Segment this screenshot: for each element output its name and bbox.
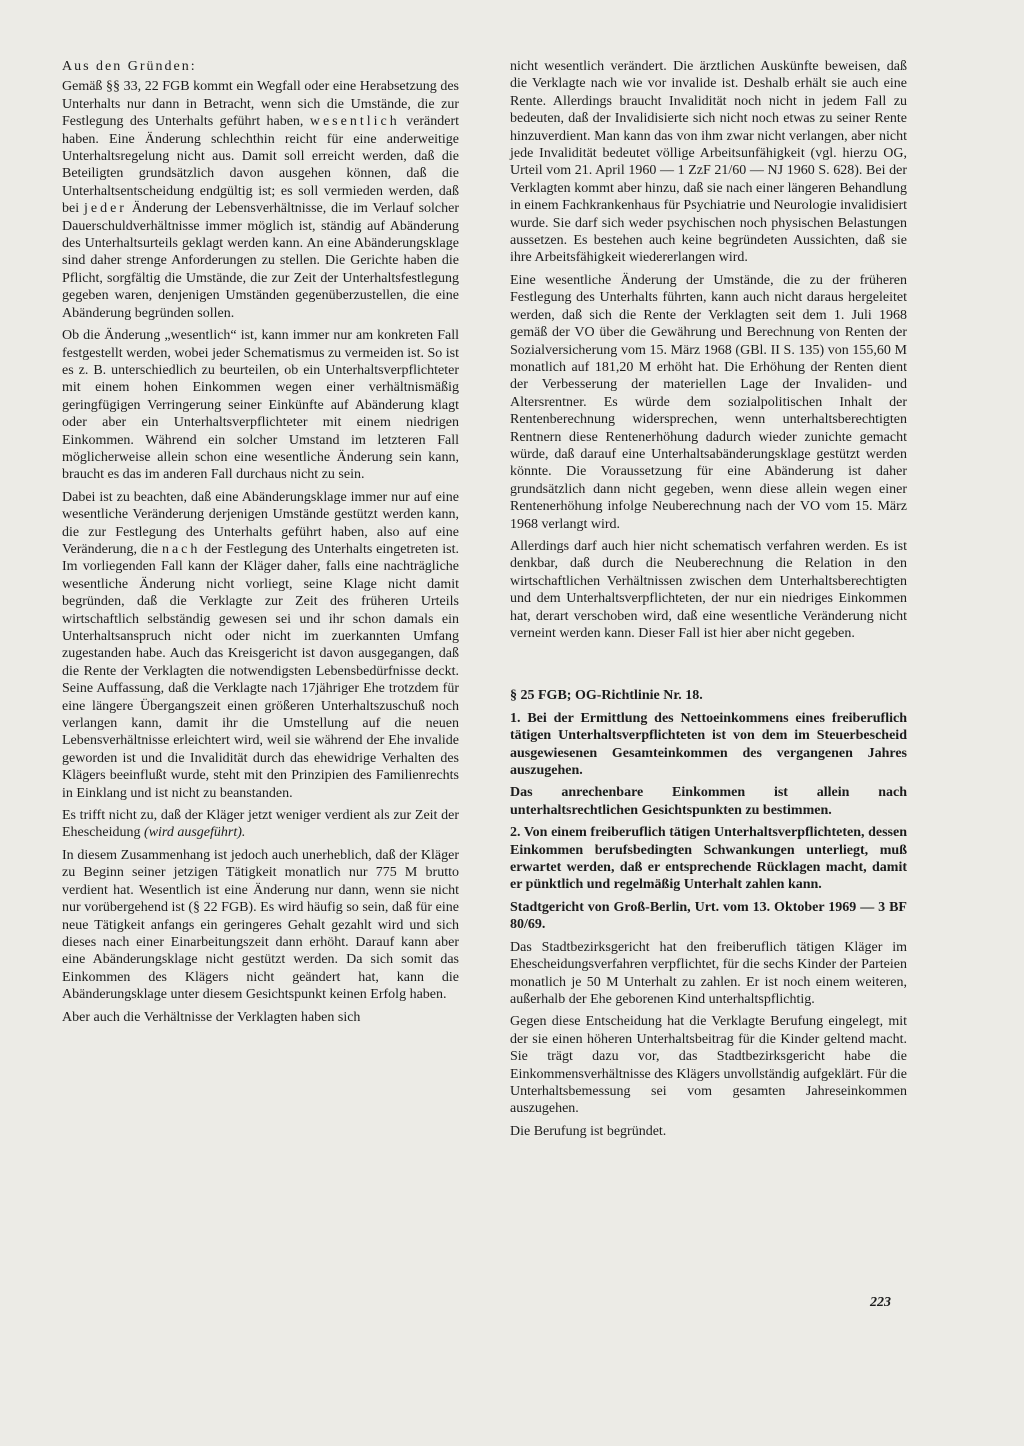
paragraph: In diesem Zusammenhang ist jedoch auch unerheblich, daß der Kläger zu Beginn seiner jetzigen Tätigkeit monatlich nur 775 M brutto verdient hat. Wesentlich ist eine Änderung nur dann, wenn sie nicht nur vorübergehend ist (§ 22 FGB). Es wird häufig so sein, daß für eine neue Tätigkeit anfangs ein geringeres Gehalt gezahlt wird und sich dieses nach einer Einarbeitungszeit dann erhöht. Darauf kann aber eine Abänderungsklage nicht gestützt werden. Da sich somit das Einkommen des Klägers nicht geändert hat, kann die Abänderungsklage unter diesem Gesichtspunkt keinen Erfolg haben. <box>62 847 459 1003</box>
text-run: Gemäß §§ 33, 22 FGB kommt ein Wegfall oder eine Herabsetzung des Unterhalts nur dann in Betracht, wenn sich die Umstände, die zur Festlegung des Unterhalts geführt haben, <box>62 79 459 130</box>
paragraph: Allerdings darf auch hier nicht schematisch verfahren werden. Es ist denkbar, daß durch die Neuberechnung die Relation in den wirtschaftlichen Verhältnissen zwischen dem Unterhaltsberechtigten und dem Unterhaltsverpflichteten, der nur ein niedriges Einkommen hat, derart verschoben wird, daß eine wesentliche Veränderung nicht verneint werden kann. Dieser Fall ist hier aber nicht gegeben. <box>510 538 907 641</box>
left-column <box>62 58 459 1031</box>
emphasis-spaced: jeder <box>83 201 127 217</box>
text-run: Es trifft nicht zu, daß der Kläger jetzt weniger verdient als zur Zeit der Ehescheidung <box>62 808 459 841</box>
text-run: Änderung der Lebensverhältnisse, die im Verlauf solcher Dauerschuldverhältnisse immer möglich ist, ständig auf Abänderung des Unterhaltsurteils geklagt werden kann. An eine Abänderungsklage sind daher strenge Anforderungen zu stellen. Die Gerichte haben die Pflicht, sorgfältig die Umstände, die zur Zeit der Unterhaltsfestlegung gegeben waren, denjenigen Umständen gegenüberzustellen, die eine Abänderung begründen sollen. <box>62 201 459 321</box>
headnote: Das anrechenbare Einkommen ist allein nach unterhaltsrechtlichen Gesichtspunkten zu bestimmen. <box>510 785 907 818</box>
emphasis-spaced: nach <box>161 541 201 557</box>
paragraph: Aber auch die Verhältnisse der Verklagten haben sich <box>62 1009 361 1025</box>
paragraph: nicht wesentlich verändert. Die ärztlichen Auskünfte beweisen, daß die Verklagte nach wie vor invalide ist. Deshalb erhält sie auch eine Rente. Allerdings braucht Invalidität noch nicht in jedem Fall zu bedeuten, daß der Invalidisierte sich nicht noch etwas zu seiner Rente hinzuverdient. Man kann das von ihm zwar nicht verlangen, aber nicht jede Invalidität bedeutet völlige Arbeitsunfähigkeit (vgl. hierzu OG, Urteil vom 21. April 1960 — 1 ZzF 21/60 — NJ 1960 S. 628). Bei der Verklagten kommt aber hinzu, daß sie nach einer längeren Behandlung in einem Fachkrankenhaus für Psychiatrie und Neurologie invalidisiert wurde. Sie darf sich weder psychischen noch physischen Belastungen aussetzen. Es bestehen auch keine begründeten Aussichten, daß sie ihre Arbeitsfähigkeit wiedererlangen wird. <box>510 59 907 266</box>
paragraph <box>62 807 459 842</box>
case-reference: § 25 FGB; OG-Richtlinie Nr. 18. <box>510 688 703 704</box>
paragraph: Das Stadtbezirksgericht hat den freiberuflich tätigen Kläger im Ehescheidungsverfahren verpflichtet, für die sechs Kinder der Parteien monatlich je 50 M Unterhalt zu zahlen. Er ist noch einem weiteren, außerhalb der Ehe geborenen Kind unterhaltspflichtig. <box>510 939 907 1007</box>
text-run: der Festlegung des Unterhalts eingetreten ist. Im vorliegenden Fall kann der Kläger daher, falls eine nachträgliche wesentliche Änderung nicht vorliegt, seine Klage nicht damit begründen, daß die Verklagte zur Zeit des früheren Urteils wirtschaftlich selbständig gewesen sei und ihr schon damals ein Unterhaltsanspruch nicht oder nicht im zuerkannten Umfang zugestanden habe. Auch das Kreisgericht ist davon ausgegangen, daß die Rente der Verklagten die notwendigsten Lebensbedürfnisse deckt. Seine Auffassung, daß die Verklagte nach 17jähriger Ehe trotzdem für eine längere Übergangszeit einen größeren Unterhaltszuschuß noch verlangen kann, damit ihr die Umstellung auf die neuen Lebensverhältnisse erleichtert wird, weil sie während der Ehe invalide geworden ist und die Invalidität durch das ehewidrige Verhalten des Klägers beeinflußt wurde, steht mit den Prinzipien des Familienrechts in Einklang und ist nicht zu beanstanden. <box>62 541 459 801</box>
paragraph: Ob die Änderung „wesentlich“ ist, kann immer nur am konkreten Fall festgestellt werden, wobei jeder Schematismus zu vermeiden ist. So ist es z. B. unterschiedlich zu beurteilen, ob ein Unterhaltsverpflichteter mit einem hohen Einkommen wegen einer verhältnismäßig geringfügigen Verringerung seiner Einkünfte auf Abänderung klagt oder aber ein Unterhaltsverpflichteter mit einem niedrigen Einkommen. Während ein solcher Umstand im letzteren Fall möglicherweise allein schon eine wesentliche Änderung sein kann, braucht es das im anderen Fall durchaus nicht zu sein. <box>62 328 459 483</box>
court-citation: Stadtgericht von Groß-Berlin, Urt. vom 13. Oktober 1969 — 3 BF 80/69. <box>510 899 907 933</box>
text-run: Dabei ist zu beachten, daß eine Abänderungsklage immer nur auf eine wesentliche Veränderung derjenigen Umstände gestützt werden kann, die zur Festlegung des Unterhalts geführt haben, also auf eine Veränderung, die <box>62 489 459 557</box>
headnote: 2. Von einem freiberuflich tätigen Unterhaltsverpflichteten, dessen Einkommen berufsbedingten Schwankungen unterliegt, muß erwartet werden, daß er entsprechende Rücklagen macht, damit er pünktlich und regelmäßig Unterhalt zahlen kann. <box>510 825 907 893</box>
right-column <box>510 58 907 1145</box>
section-heading: Aus den Gründen: <box>62 59 197 74</box>
page-number: 223 <box>870 1295 891 1310</box>
paragraph: Eine wesentliche Änderung der Umstände, die zu der früheren Festlegung des Unterhalts führten, kann auch nicht daraus hergeleitet werden, daß sich die Rente der Verklagten seit dem 1. Juli 1968 gemäß der VO über die Gewährung und Berechnung von Renten der Sozialversicherung vom 15. März 1968 (GBl. II S. 135) von 155,60 M monatlich auf 181,20 M erhöht hat. Die Erhöhung der Renten dient der Verbesserung der materiellen Lage der Invaliden- und Altersrentner. Es würde dem sozialpolitischen Inhalt der Rentenberechnung widersprechen, wenn unterhaltsberechtigten Rentnern diese Rentenerhöhung dadurch wieder zunichte gemacht würde, daß darauf eine Unterhaltsabänderungsklage gestützt werden könnte. Die Voraussetzung für eine Abänderung ist daher grundsätzlich dann nicht gegeben, wenn diese allein wegen einer Rentenerhöhung infolge Neuberechnung nach der VO vom 15. März 1968 verlangt wird. <box>510 272 907 532</box>
paragraph <box>62 489 459 802</box>
emphasis-spaced: wesentlich <box>309 114 400 130</box>
text-run: verändert haben. Eine Änderung schlechthin reicht für eine anderweitige Unterhaltsregelung nicht aus. Damit soll erreicht werden, daß die Beteiligten grundsätzlich davon ausgehen können, daß die Unterhaltsentscheidung endgültig ist; es soll vermieden werden, daß bei <box>62 114 460 217</box>
section-gap <box>510 647 907 687</box>
paragraph <box>62 78 459 322</box>
paragraph: Die Berufung ist begründet. <box>510 1123 667 1139</box>
emphasis-italic: (wird ausgeführt). <box>144 825 246 841</box>
headnote: 1. Bei der Ermittlung des Nettoeinkommens eines freiberuflich tätigen Unterhaltsverpflichteten ist von dem im Steuerbescheid ausgewiesenen Gesamteinkommen des vergangenen Jahres auszugehen. <box>510 710 907 779</box>
paragraph: Gegen diese Entscheidung hat die Verklagte Berufung eingelegt, mit der sie einen höheren Unterhaltsbeitrag für die Kinder geltend macht. Sie trägt dazu vor, das Stadtbezirksgericht habe die Einkommensverhältnisse des Klägers unvollständig aufgeklärt. Für die Unterhaltsbemessung sei vom gesamten Jahreseinkommen auszugehen. <box>510 1014 907 1117</box>
